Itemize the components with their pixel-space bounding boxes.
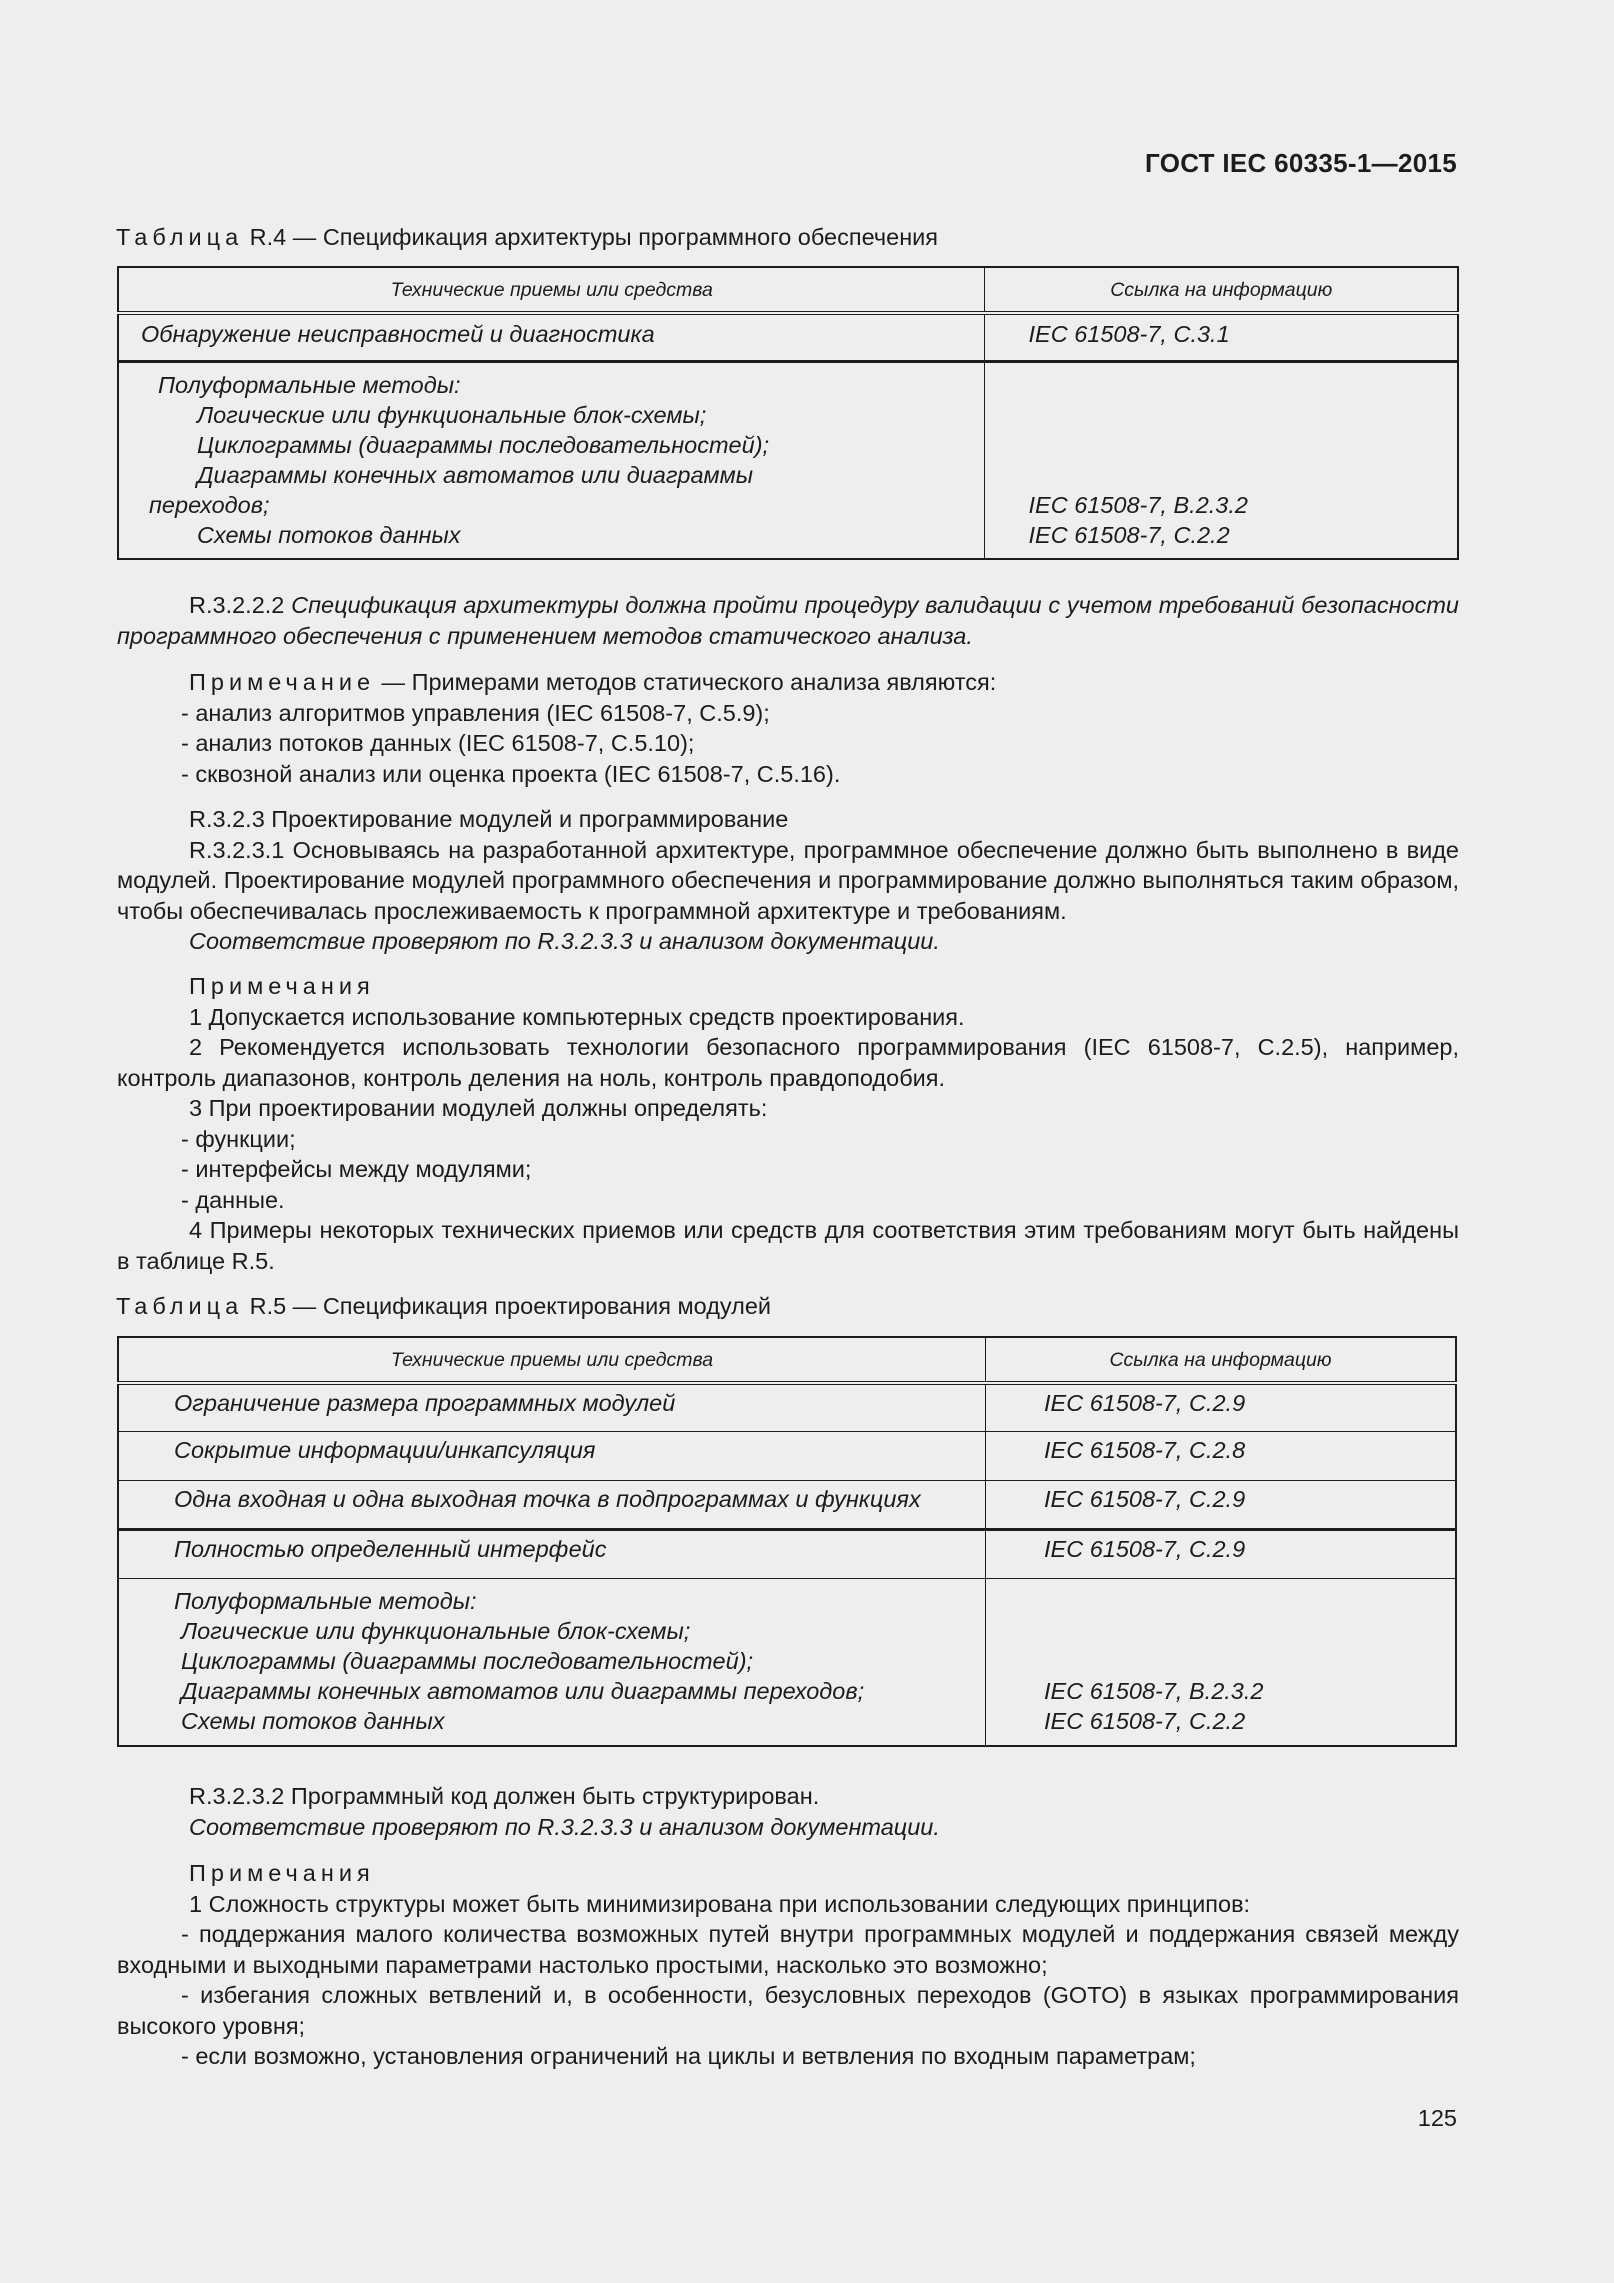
section-r3232 [117,1781,1459,1842]
section-number: R.3.2.2.2 [189,592,285,618]
note-item: 1 Сложность структуры может быть минимизирована при использовании следующих принципов: [189,1890,1251,1917]
bullet-item: - поддержания малого количества возможных путей внутри программных модулей и поддержания связей между входными и выходными параметрами настолько простыми, насколько это возможно; [117,1921,1459,1978]
bullet-item: - если возможно, установления ограничений на циклы и ветвления по входным параметрам; [181,2043,1196,2069]
section-text: R.3.2.3.2 Программный код должен быть структурирован. [189,1783,820,1809]
table-cell: Обнаружение неисправностей и диагностика [118,313,985,361]
table-r5-header-row [118,1337,1456,1383]
table-r5-caption [116,1291,771,1322]
cell-line: IEC 61508-7, C.2.2 [1028,521,1230,548]
table-r4 [117,266,1459,560]
section-r3231-text: R.3.2.3.1 Основываясь на разработанной архитектуре, программное обеспечение должно быть выполнено в виде модулей. Проектирование модулей программного обеспечения и программирование должно выполняться таким образом, чтобы обеспечивалась прослеживаемость к программной архитектуре и требованиям. [117,836,1459,924]
table-row [118,1529,1456,1578]
table-r5-col2-header: Ссылка на информацию [985,1337,1456,1383]
cell-line: Полуформальные методы: [158,371,461,398]
doc-header: ГОСТ IEC 60335-1—2015 [1145,148,1457,178]
table-cell [118,361,985,559]
table-cell [985,361,1458,559]
table-row [118,1431,1456,1480]
table-cell [118,1578,985,1746]
table-r4-caption [116,222,938,253]
note-item: 4 Примеры некоторых технических приемов или средств для соответствия этим требованиям могут быть найдены в таблице R.5. [117,1217,1459,1274]
table-cell: Одна входная и одна выходная точка в подпрограммах и функциях [118,1480,985,1529]
cell-line: IEC 61508-7, B.2.3.2 [1028,491,1248,518]
cell-line: IEC 61508-7, B.2.3.2 [1043,1677,1264,1704]
cell-line: Диаграммы конечных автоматов или диаграммы переходов; [181,1677,865,1704]
section-r3222 [117,590,1459,651]
table-r4-col1-header: Технические приемы или средства [118,267,985,313]
notes-label: Примечания [189,1860,375,1886]
note-label: Примечание [189,669,376,695]
note-text: — Примерами методов статического анализа являются: [375,669,997,695]
notes-label: Примечания [189,973,375,999]
table-r5-col1-header: Технические приемы или средства [118,1337,985,1383]
section-title: R.3.2.3 Проектирование модулей и программирование [189,806,789,832]
cell-line: Схемы потоков данных [197,521,461,548]
table-cell: IEC 61508-7, C.2.9 [985,1480,1456,1529]
table-cell: Ограничение размера программных модулей [118,1383,985,1431]
note-static-analysis [117,667,1459,789]
list-item: - функции; [181,1125,296,1152]
list-item: - интерфейсы между модулями; [181,1156,532,1182]
list-item: - анализ потоков данных (IEC 61508-7, C.5.10); [181,730,695,756]
cell-line: Логические или функциональные блок-схемы; [197,401,707,428]
cell-line: Диаграммы конечных автоматов или диаграммы [197,461,754,488]
cell-line: Полуформальные методы: [174,1587,477,1614]
table-cell: Полностью определенный интерфейс [118,1529,985,1578]
table-r5 [117,1336,1457,1747]
list-item: - данные. [181,1186,285,1213]
note-item: 1 Допускается использование компьютерных средств проектирования. [189,1003,965,1030]
table-r4-caption-prefix: Таблица [116,224,244,250]
cell-line: Циклограммы (диаграммы последовательностей); [197,431,770,458]
notes-module-design [117,971,1459,1276]
compliance-text: Соответствие проверяют по R.3.2.3.3 и анализом документации. [189,928,940,954]
table-row [118,1578,1456,1746]
compliance-text: Соответствие проверяют по R.3.2.3.3 и анализом документации. [189,1813,940,1840]
bullet-item: - избегания сложных ветвлений и, в особенности, безусловных переходов (GOTO) в языках программирования высокого уровня; [117,1982,1459,2039]
notes-structure [117,1858,1459,2072]
table-row [118,313,1458,361]
cell-line: переходов; [149,491,270,518]
table-cell: IEC 61508-7, C.2.8 [985,1431,1456,1480]
table-cell [985,1578,1456,1746]
note-item: 2 Рекомендуется использовать технологии безопасного программирования (IEC 61508-7, C.2.5), например, контроль диапазонов, контроль деления на ноль, контроль правдоподобия. [117,1034,1459,1091]
table-row [118,1480,1456,1529]
cell-line: Циклограммы (диаграммы последовательностей); [181,1647,754,1674]
table-row [118,1383,1456,1431]
cell-line: Схемы потоков данных [181,1707,445,1734]
table-r5-caption-text: R.5 — Спецификация проектирования модулей [243,1293,772,1319]
section-text: Спецификация архитектуры должна пройти процедуру валидации с учетом требований безопасности программного обеспечения с применением методов статического анализа. [117,592,1460,649]
cell-line: Логические или функциональные блок-схемы; [181,1617,691,1644]
table-r5-caption-prefix: Таблица [116,1293,244,1319]
table-r4-header-row [118,267,1458,313]
table-cell: Сокрытие информации/инкапсуляция [118,1431,985,1480]
table-row [118,361,1458,559]
table-cell: IEC 61508-7, C.3.1 [985,313,1458,361]
cell-line: IEC 61508-7, C.2.2 [1043,1707,1246,1734]
page-number: 125 [1417,2105,1457,2131]
table-cell: IEC 61508-7, C.2.9 [985,1383,1456,1431]
table-r4-col2-header: Ссылка на информацию [985,267,1458,313]
section-r323 [117,804,1459,957]
list-item: - сквозной анализ или оценка проекта (IEC 61508-7, C.5.16). [181,760,841,787]
note-item: 3 При проектировании модулей должны определять: [189,1095,768,1121]
list-item: - анализ алгоритмов управления (IEC 61508-7, C.5.9); [181,699,770,726]
table-cell: IEC 61508-7, C.2.9 [985,1529,1456,1578]
note-heading [117,667,1459,698]
table-r4-caption-text: R.4 — Спецификация архитектуры программного обеспечения [243,224,939,250]
